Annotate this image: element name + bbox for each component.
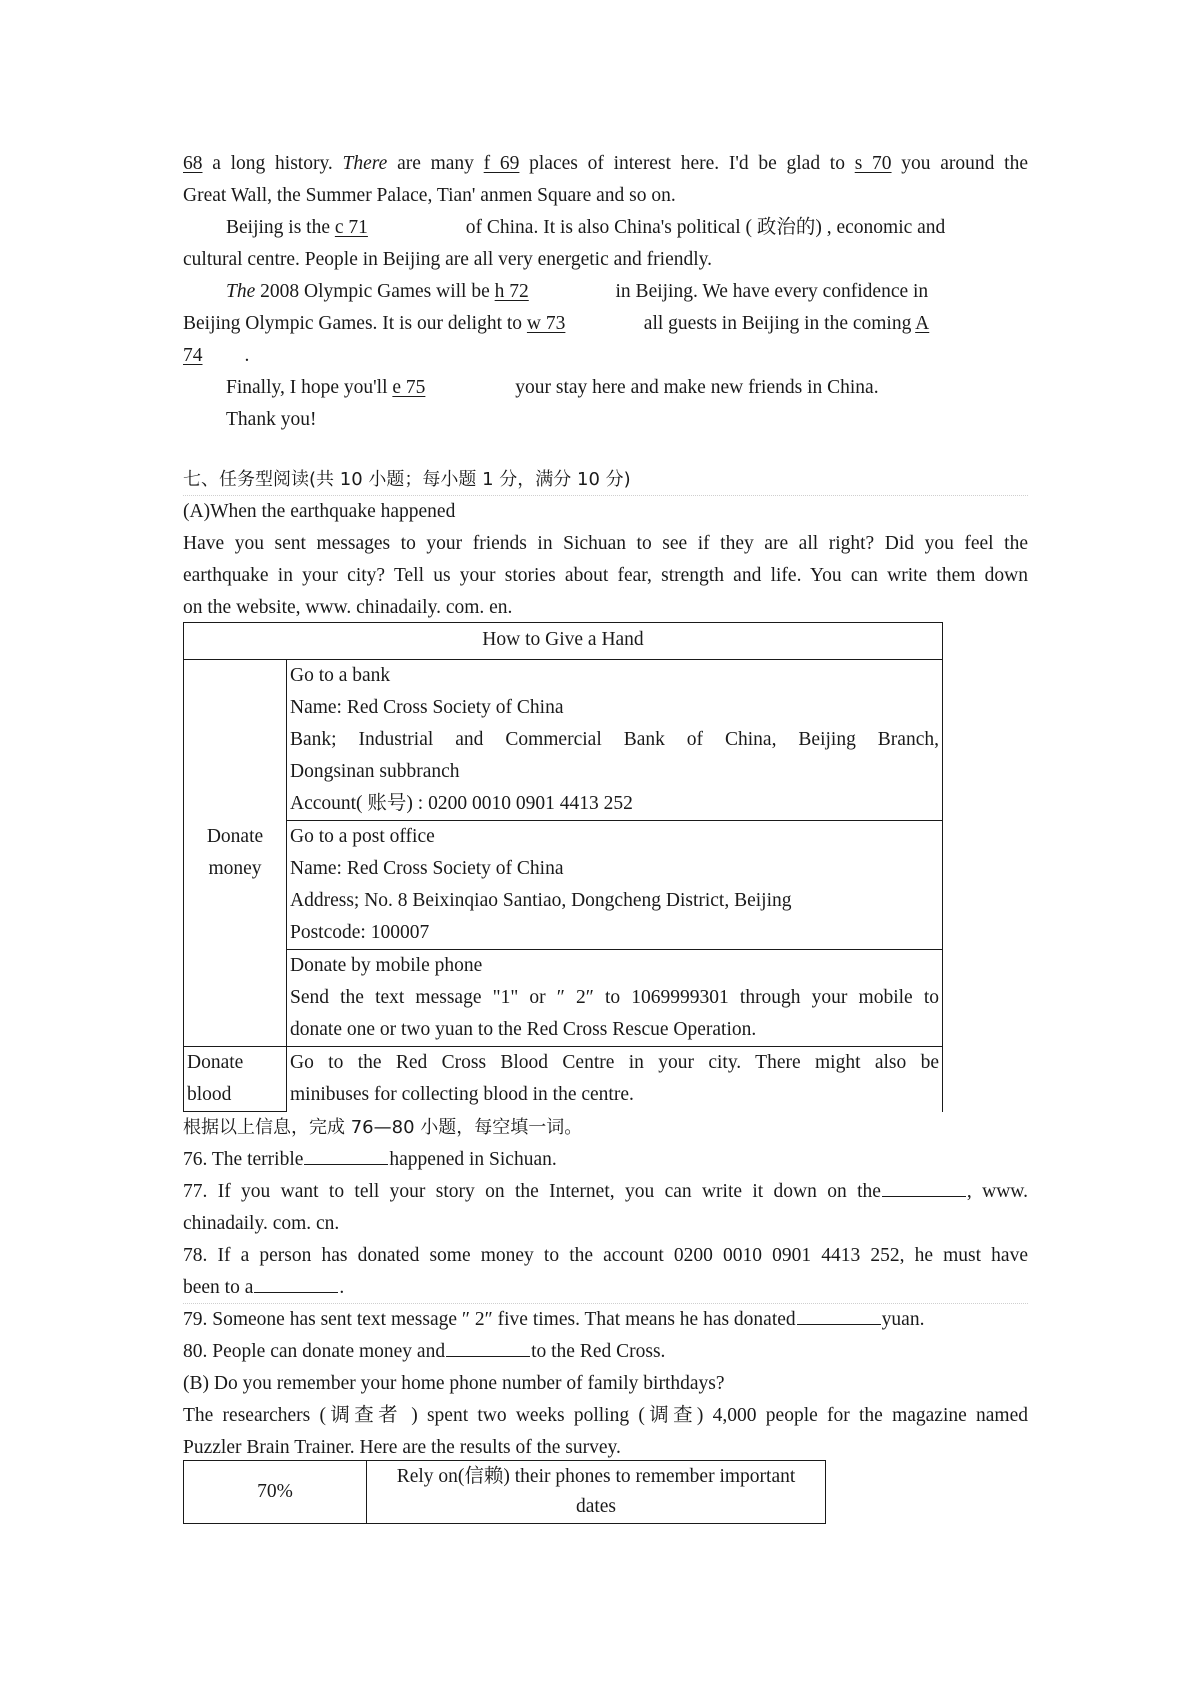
post-office-cell — [287, 821, 943, 950]
passage-text: Beijing is the — [226, 217, 335, 238]
mobile-line: donate one or two yuan to the Red Cross Rescue Operation. — [290, 1019, 757, 1040]
answer-blank — [882, 1176, 966, 1197]
passage-text: 2008 Olympic Games will be — [255, 281, 495, 302]
question-79 — [183, 1304, 1028, 1336]
give-a-hand-table — [183, 622, 943, 1112]
passage-text: Finally, I hope you'll — [226, 377, 393, 398]
answer-blank — [797, 1304, 881, 1325]
survey-description-line: dates — [575, 1496, 617, 1517]
blank-71: c 71 — [334, 217, 368, 238]
section-a-para-line: on the website, www. chinadaily. com. en. — [183, 597, 513, 618]
passage-line-1 — [183, 148, 1028, 180]
passage-word-the: The — [226, 281, 256, 302]
survey-percent: 70% — [184, 1461, 367, 1524]
section-a-para-line: Have you sent messages to your friends in Sichuan to see if they are all right? Did you feel the — [183, 533, 1028, 554]
passage-line-6 — [183, 308, 1028, 340]
question-text: 80. People can donate money and — [183, 1341, 446, 1362]
passage-text: Beijing Olympic Games. It is our delight to — [183, 313, 527, 334]
survey-description-line: Rely on(信赖) their phones to remember important — [396, 1466, 796, 1487]
passage-word-there: There — [342, 153, 388, 174]
question-text: yuan. — [881, 1309, 925, 1330]
question-text: been to a — [183, 1277, 254, 1298]
passage-text: you around the — [891, 153, 1028, 174]
blank-69: f 69 — [483, 153, 520, 174]
passage-line-9: Thank you! — [226, 409, 317, 430]
passage-line-3 — [226, 212, 1028, 244]
section-b-title: (B) Do you remember your home phone number of family birthdays? — [183, 1373, 725, 1394]
donate-money-label: Donate — [206, 826, 264, 847]
blank-75: e 75 — [392, 377, 426, 398]
blank-72: h 72 — [494, 281, 529, 302]
passage-text: places of interest here. I'd be glad to — [519, 153, 855, 174]
section-b-para-line: The researchers (调查者 ) spent two weeks polling (调查) 4,000 people for the magazine named — [183, 1405, 1028, 1426]
passage-text: in Beijing. We have every confidence in — [610, 281, 929, 302]
bank-cell — [287, 660, 943, 821]
donate-money-label: money — [208, 858, 262, 879]
question-78-cont — [183, 1272, 1028, 1304]
passage-text: a long history. — [202, 153, 343, 174]
blank-70: s 70 — [854, 153, 892, 174]
post-line: Postcode: 100007 — [290, 922, 430, 943]
passage-text: all guests in Beijing in the coming — [638, 313, 916, 334]
blank-74-letter: A — [915, 313, 930, 334]
survey-table — [183, 1460, 826, 1524]
post-line: Address; No. 8 Beixinqiao Santiao, Dongcheng District, Beijing — [290, 890, 792, 911]
blank-68: 68 — [183, 153, 203, 174]
passage-text: are many — [387, 153, 484, 174]
question-text: 77. If you want to tell your story on the Internet, you can write it down on the — [183, 1181, 881, 1202]
section-a-para-line: earthquake in your city? Tell us your stories about fear, strength and life. You can write them down — [183, 565, 1028, 586]
section-heading: 七、任务型阅读(共 10 小题；每小题 1 分，满分 10 分) — [183, 469, 631, 490]
table-title: How to Give a Hand — [184, 623, 943, 660]
donate-blood-cell — [184, 1047, 287, 1112]
passage-line-8 — [226, 372, 1028, 404]
donate-blood-label: blood — [187, 1084, 232, 1105]
question-text: , www. — [966, 1181, 1028, 1202]
blood-line: Go to the Red Cross Blood Centre in your city. There might also be — [290, 1052, 939, 1073]
passage-line-4: cultural centre. People in Beijing are all very energetic and friendly. — [183, 249, 712, 270]
survey-description — [367, 1461, 826, 1524]
passage-text: of China. It is also China's political ( 政治的) , economic and — [460, 217, 946, 238]
bank-line: Bank; Industrial and Commercial Bank of China, Beijing Branch, — [290, 729, 939, 750]
section-b-para-line: Puzzler Brain Trainer. Here are the results of the survey. — [183, 1437, 621, 1458]
question-77-cont: chinadaily. com. cn. — [183, 1213, 340, 1234]
bank-line: Account( 账号) : 0200 0010 0901 4413 252 — [290, 793, 633, 814]
mobile-line: Send the text message "1" or ″ 2″ to 1069999301 through your mobile to — [290, 987, 939, 1008]
question-text: . — [339, 1277, 345, 1298]
passage-line-7 — [183, 340, 1028, 372]
post-line: Name: Red Cross Society of China — [290, 858, 564, 879]
question-77 — [183, 1176, 1028, 1208]
question-text: 76. The terrible — [183, 1149, 304, 1170]
questions-instruction: 根据以上信息，完成 76—80 小题，每空填一词。 — [183, 1117, 583, 1138]
donate-money-cell — [184, 660, 287, 1047]
answer-blank — [304, 1144, 388, 1165]
question-text: 79. Someone has sent text message ″ 2″ five times. That means he has donated — [183, 1309, 796, 1330]
passage-line-2: Great Wall, the Summer Palace, Tian' anmen Square and so on. — [183, 185, 676, 206]
bank-line: Go to a bank — [290, 665, 391, 686]
passage-text: . — [244, 345, 250, 366]
question-80 — [183, 1336, 1028, 1368]
answer-blank — [446, 1336, 530, 1357]
blood-line: minibuses for collecting blood in the centre. — [290, 1084, 634, 1105]
mobile-cell — [287, 950, 943, 1047]
question-76 — [183, 1144, 1028, 1176]
question-text: to the Red Cross. — [531, 1341, 666, 1362]
passage-text: your stay here and make new friends in China. — [510, 377, 879, 398]
blank-73: w 73 — [526, 313, 566, 334]
post-line: Go to a post office — [290, 826, 435, 847]
bank-line: Name: Red Cross Society of China — [290, 697, 564, 718]
question-text: happened in Sichuan. — [389, 1149, 557, 1170]
donate-blood-label: Donate — [187, 1052, 244, 1073]
question-78: 78. If a person has donated some money to the account 0200 0010 0901 4413 252, he must have — [183, 1245, 1028, 1266]
blank-74: 74 — [183, 345, 203, 366]
blood-cell — [287, 1047, 943, 1112]
passage-line-5 — [226, 276, 1028, 308]
answer-blank — [254, 1272, 338, 1293]
bank-line: Dongsinan subbranch — [290, 761, 460, 782]
mobile-line: Donate by mobile phone — [290, 955, 483, 976]
section-a-title: (A)When the earthquake happened — [183, 501, 456, 522]
